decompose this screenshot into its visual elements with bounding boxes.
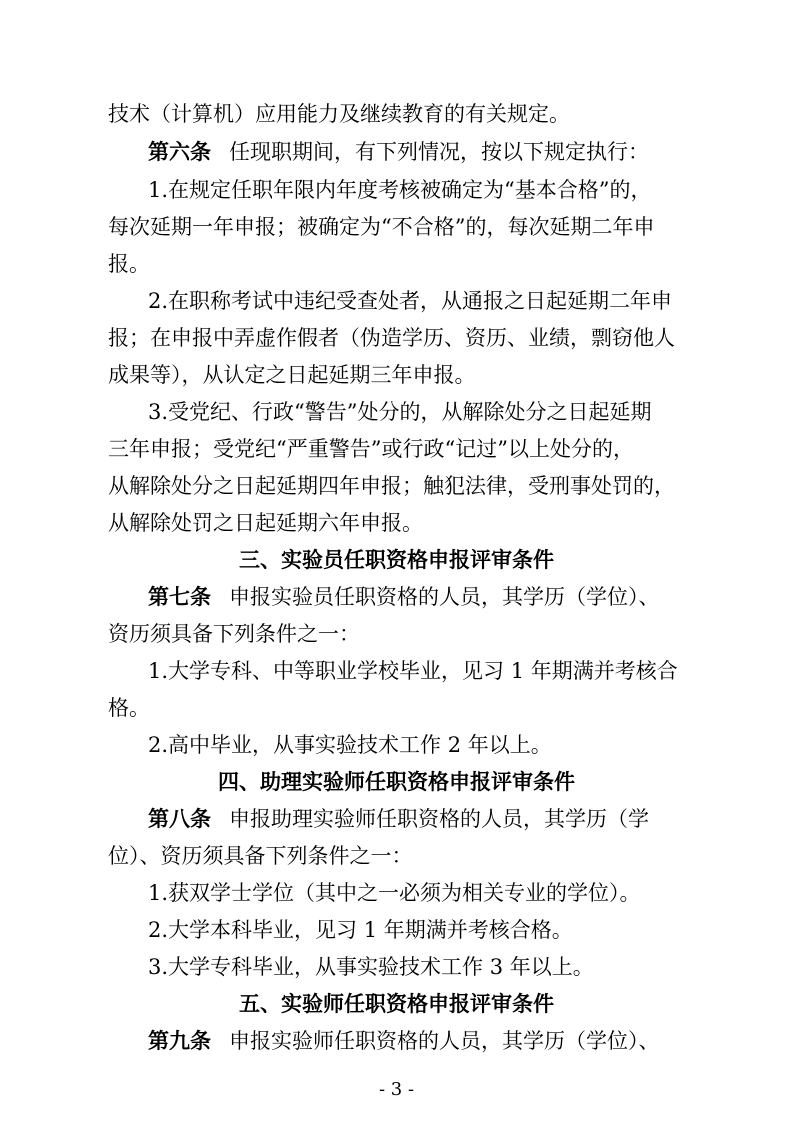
body-line: 报。: [108, 252, 150, 276]
body-line: 1.在规定任职年限内年度考核被确定为“基本合格”的，: [148, 178, 652, 202]
body-line: 从解除处分之日起延期四年申报；触犯法律，受刑事处罚的，: [108, 474, 675, 498]
body-line: 位）、资历须具备下列条件之一：: [108, 844, 413, 868]
article-line: 第九条 申报实验师任职资格的人员，其学历（学位）、: [148, 1029, 660, 1053]
body-line: 3.大学专科毕业，从事实验技术工作 3 年以上。: [148, 955, 594, 979]
body-line: 2.在职称考试中违纪受查处者，从通报之日起延期二年申: [148, 289, 673, 313]
body-line: 格。: [108, 696, 150, 720]
section-heading: 五、实验师任职资格申报评审条件: [239, 992, 554, 1016]
body-line: 报；在申报中弄虚作假者（伪造学历、资历、业绩，剽窃他人: [108, 326, 675, 350]
body-line: 资历须具备下列条件之一：: [108, 622, 360, 646]
body-line: 每次延期一年申报；被确定为“不合格”的，每次延期二年申: [108, 215, 655, 239]
body-line: 2.大学本科毕业，见习 1 年期满并考核合格。: [148, 918, 573, 942]
body-line: 1.获双学士学位（其中之一必须为相关专业的学位）。: [148, 881, 641, 905]
page-number: - 3 -: [378, 1079, 415, 1100]
article-label: 第八条: [148, 807, 211, 831]
body-line: 1.大学专科、中等职业学校毕业，见习 1 年期满并考核合: [148, 659, 678, 683]
body-line: 成果等），从认定之日起延期三年申报。: [108, 363, 476, 387]
article-line: 第八条 申报助理实验师任职资格的人员，其学历（学: [148, 807, 649, 831]
article-line: 第七条 申报实验员任职资格的人员，其学历（学位）、: [148, 585, 660, 609]
article-label: 第九条: [148, 1029, 211, 1053]
section-heading: 四、助理实验师任职资格申报评审条件: [218, 770, 575, 794]
body-line: 技术（计算机）应用能力及继续教育的有关规定。: [108, 102, 570, 126]
body-line: 3.受党纪、行政“警告”处分的，从解除处分之日起延期: [148, 400, 652, 424]
article-line: 第六条 任现职期间，有下列情况，按以下规定执行：: [148, 140, 649, 164]
body-line: 从解除处罚之日起延期六年申报。: [108, 511, 423, 535]
body-line: 2.高中毕业，从事实验技术工作 2 年以上。: [148, 733, 552, 757]
article-label: 第六条: [148, 140, 211, 164]
body-line: 三年申报；受党纪“严重警告”或行政“记过”以上处分的，: [108, 437, 634, 461]
section-heading: 三、实验员任职资格申报评审条件: [239, 548, 554, 572]
article-label: 第七条: [148, 585, 211, 609]
